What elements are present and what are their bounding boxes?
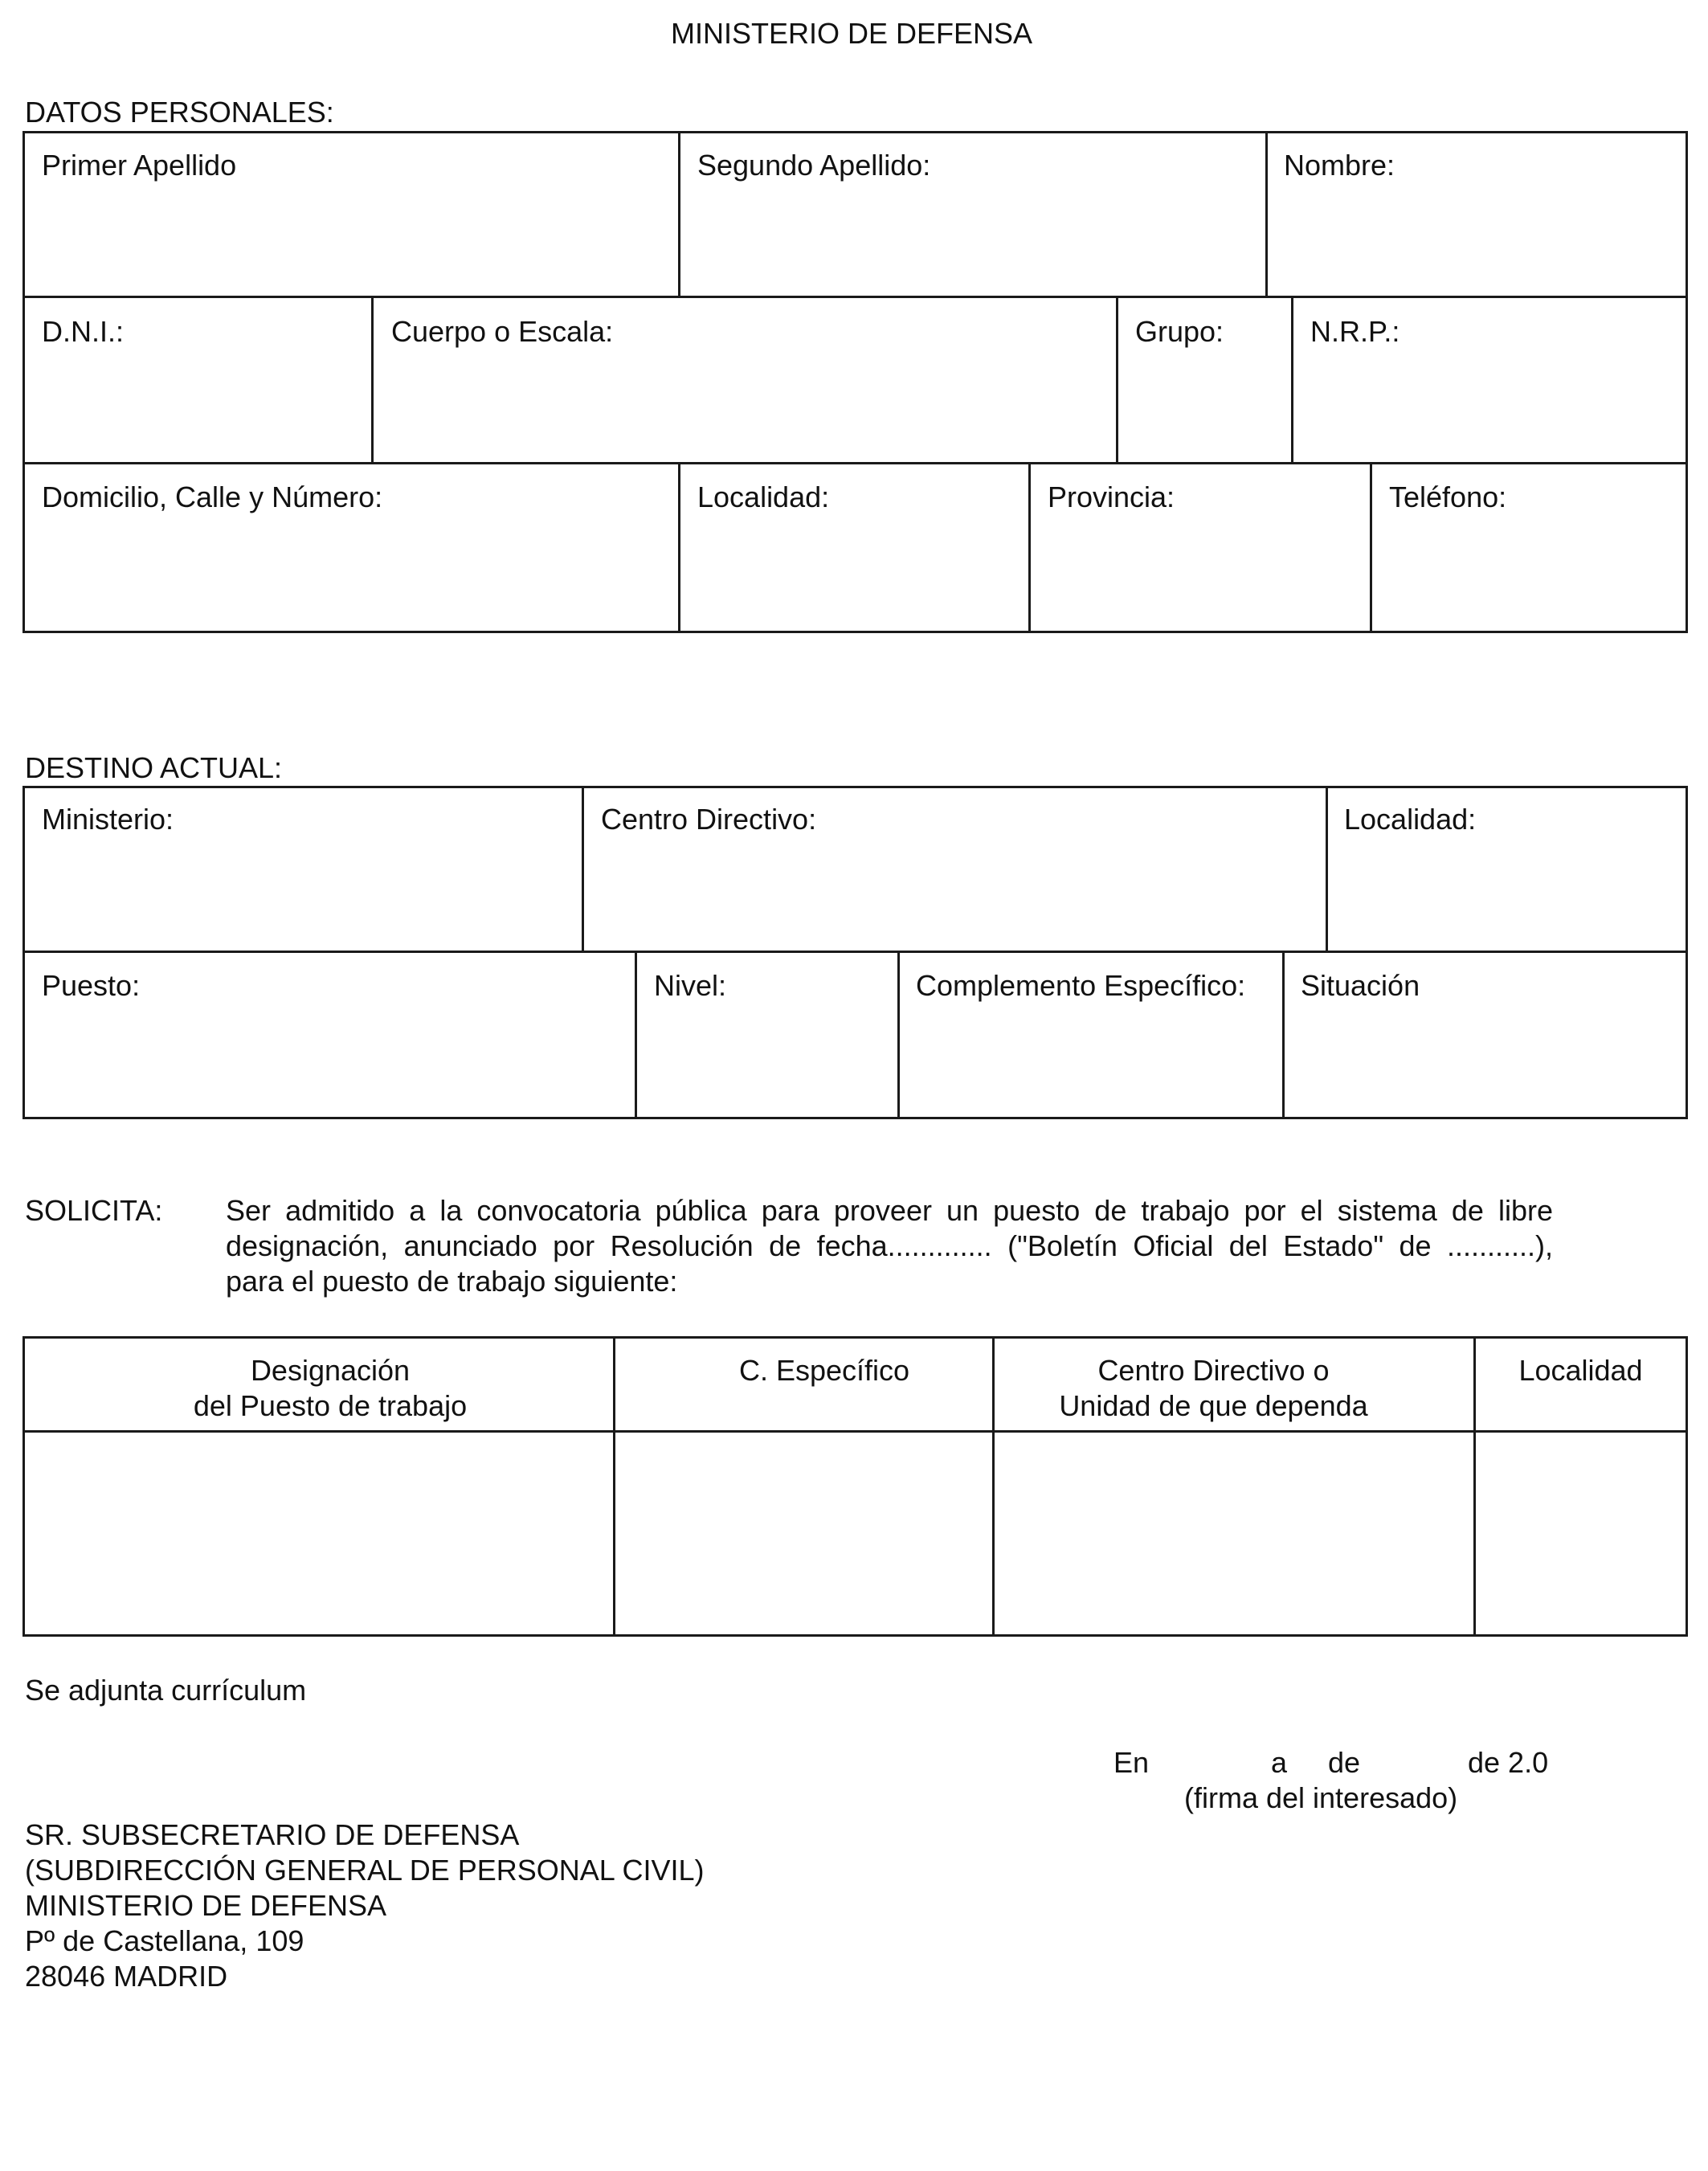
field-segundo-apellido[interactable]: Segundo Apellido: — [697, 149, 931, 182]
header-line: C. Específico — [738, 1354, 910, 1387]
address-line: Pº de Castellana, 109 — [25, 1924, 304, 1957]
section-label-destino-actual: DESTINO ACTUAL: — [25, 751, 283, 784]
field-localidad[interactable]: Localidad: — [697, 480, 830, 513]
field-dni[interactable]: D.N.I.: — [42, 315, 125, 348]
datos-row3-divider — [1370, 462, 1372, 633]
field-situacion[interactable]: Situación — [1301, 969, 1420, 1002]
field-nrp[interactable]: N.R.P.: — [1310, 315, 1400, 348]
datos-row-divider-2 — [22, 462, 1688, 464]
date-a: a — [1271, 1746, 1288, 1779]
field-cuerpo-escala[interactable]: Cuerpo o Escala: — [391, 315, 614, 348]
datos-row-divider-1 — [22, 296, 1688, 298]
address-line: MINISTERIO DE DEFENSA — [25, 1889, 387, 1922]
field-provincia[interactable]: Provincia: — [1048, 480, 1175, 513]
datos-row2-divider — [1116, 296, 1118, 464]
destino-row2-divider — [1282, 951, 1285, 1119]
field-nombre[interactable]: Nombre: — [1284, 149, 1395, 182]
field-nivel[interactable]: Nivel: — [654, 969, 727, 1002]
date-de: de — [1328, 1746, 1361, 1779]
field-grupo[interactable]: Grupo: — [1135, 315, 1224, 348]
datos-row2-divider — [1291, 296, 1293, 464]
solicita-line: designación, anunciado por Resolución de fecha............. ("Boletín Oficial del Estado" de ...........), — [226, 1229, 1553, 1262]
datos-row3-divider — [1028, 462, 1031, 633]
field-ministerio[interactable]: Ministerio: — [42, 803, 174, 836]
field-primer-apellido[interactable]: Primer Apellido — [42, 149, 237, 182]
solicita-text — [226, 1193, 1553, 1299]
address-line: SR. SUBSECRETARIO DE DEFENSA — [25, 1818, 520, 1851]
solicita-line: Ser admitido a la convocatoria pública para proveer un puesto de trabajo por el sistema de libre — [226, 1194, 1553, 1227]
field-destino-localidad[interactable]: Localidad: — [1344, 803, 1477, 836]
field-centro-directivo[interactable]: Centro Directivo: — [601, 803, 817, 836]
cell-centro-directivo-value[interactable] — [995, 1433, 1473, 1634]
cell-localidad-value[interactable] — [1476, 1433, 1686, 1634]
address-line: 28046 MADRID — [25, 1960, 228, 1993]
header-line: Centro Directivo o — [1097, 1354, 1330, 1387]
field-puesto[interactable]: Puesto: — [42, 969, 141, 1002]
destino-row-divider — [22, 951, 1688, 953]
destino-row2-divider — [635, 951, 637, 1119]
datos-row1-divider — [1265, 131, 1268, 297]
column-header-localidad — [1476, 1353, 1686, 1388]
column-header-centro-directivo — [995, 1353, 1432, 1424]
solicita-line: para el puesto de trabajo siguiente: — [226, 1265, 678, 1298]
page-title: MINISTERIO DE DEFENSA — [671, 17, 1033, 50]
datos-row1-divider — [678, 131, 680, 297]
section-label-datos-personales: DATOS PERSONALES: — [25, 96, 334, 129]
address-line: (SUBDIRECCIÓN GENERAL DE PERSONAL CIVIL) — [25, 1854, 705, 1887]
cell-c-especifico-value[interactable] — [615, 1433, 992, 1634]
destino-row1-divider — [582, 786, 584, 952]
field-domicilio[interactable]: Domicilio, Calle y Número: — [42, 480, 383, 513]
header-line: Localidad — [1518, 1354, 1643, 1387]
field-telefono[interactable]: Teléfono: — [1389, 480, 1507, 513]
column-header-designacion — [25, 1353, 635, 1424]
column-header-c-especifico — [615, 1353, 1033, 1388]
solicita-label: SOLICITA: — [25, 1194, 163, 1227]
date-de-year: de 2.0 — [1468, 1746, 1549, 1779]
header-line: Unidad de que dependa — [1059, 1389, 1368, 1422]
cell-designacion-value[interactable] — [25, 1433, 613, 1634]
firma-interesado: (firma del interesado) — [1184, 1781, 1458, 1814]
datos-personales-table — [22, 131, 1688, 633]
destino-row2-divider — [897, 951, 900, 1119]
destino-row1-divider — [1326, 786, 1328, 952]
date-en: En — [1113, 1746, 1150, 1779]
header-line: del Puesto de trabajo — [193, 1389, 468, 1422]
adjunta-curriculum: Se adjunta currículum — [25, 1674, 307, 1707]
header-line: Designación — [250, 1354, 411, 1387]
datos-row3-divider — [678, 462, 680, 633]
datos-row2-divider — [371, 296, 374, 464]
field-complemento-especifico[interactable]: Complemento Específico: — [916, 969, 1246, 1002]
